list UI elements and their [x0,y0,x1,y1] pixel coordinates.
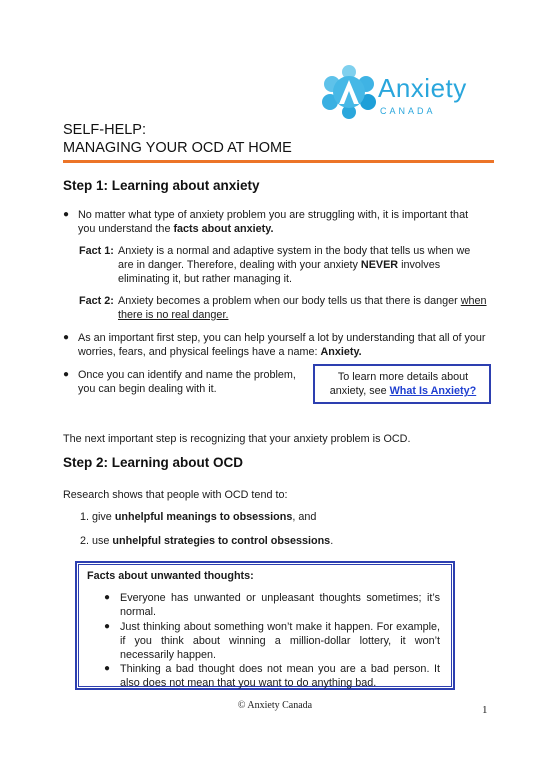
logo-wordmark: Anxiety [378,73,467,103]
item2-bold: unhelpful strategies to control obsessions [112,535,331,547]
fact2-underline: when there is no real danger. [118,295,487,321]
fact1-text [118,244,483,286]
fact2-pre: Anxiety becomes a problem when our body tells us that there is danger [118,295,461,307]
step1-bullet-3: Once you can identify and name the problem, you can begin dealing with it. [78,369,296,395]
bullet1-bold: facts about anxiety. [173,223,274,235]
step1-heading: Step 1: Learning about anxiety [63,178,260,193]
item1-bold: unhelpful meanings to obsessions [114,511,293,523]
step1-bullet-2 [78,331,488,359]
item1-post: , and [292,511,317,523]
title-line-2: MANAGING YOUR OCD AT HOME [63,140,292,156]
bullet-icon: ● [63,209,70,220]
bullet-icon: ● [104,592,111,603]
fact1-label: Fact 1: [79,245,114,257]
facts-box-heading: Facts about unwanted thoughts: [87,570,254,582]
facts-item: Thinking a bad thought does not mean you are a bad person. It also does not mean that you want to do anything bad. [120,663,440,689]
fact1-post: involves eliminating it, but rather managing it. [118,259,441,285]
page-number: 1 [482,704,488,716]
bullet2-bold: Anxiety. [320,346,362,358]
step1-bullet-1 [78,208,488,236]
item1-pre: 1. give [80,511,115,523]
next-step-text: The next important step is recognizing that your anxiety problem is OCD. [63,433,411,445]
logo-subtitle: CANADA [380,106,436,116]
item2-pre: 2. use [80,535,113,547]
list-item [80,534,333,548]
fact2-text [118,294,493,322]
logo-mark-icon [322,64,376,120]
info-box-pre: To learn more details about anxiety, see [329,371,469,397]
what-is-anxiety-link[interactable]: What Is Anxiety? [389,385,477,397]
bullet-icon: ● [104,621,111,632]
bullet2-text: As an important first step, you can help yourself a lot by understanding that all of your worries, fears, and physical feelings have a name: [78,332,486,358]
step2-intro: Research shows that people with OCD tend to: [63,489,288,501]
bullet1-text: No matter what type of anxiety problem you are struggling with, it is important that you understand the [78,209,469,235]
title-divider [63,160,494,163]
fact2-label: Fact 2: [79,295,114,307]
title-line-1: SELF-HELP: [63,122,146,138]
item2-post: . [330,535,334,547]
step2-heading: Step 2: Learning about OCD [63,455,244,470]
footer-copyright: © Anxiety Canada [237,700,313,711]
page-title [63,121,292,157]
list-item [80,510,316,524]
info-box-text [321,370,485,398]
bullet-icon: ● [104,663,111,674]
fact1-pre: Anxiety is a normal and adaptive system in the body that tells us when we are in danger. Therefore, dealing with your anxiety [118,245,471,271]
facts-item: Everyone has unwanted or unpleasant thoughts sometimes; it’s normal. [120,592,440,618]
bullet-icon: ● [63,332,70,343]
anxiety-canada-logo [322,64,502,124]
bullet-icon: ● [63,369,70,380]
fact1-bold: NEVER [360,259,399,271]
facts-item: Just thinking about something won’t make it happen. For example, if you think about winning a million-dollar lottery, it won’t necessarily happen. [120,621,440,661]
